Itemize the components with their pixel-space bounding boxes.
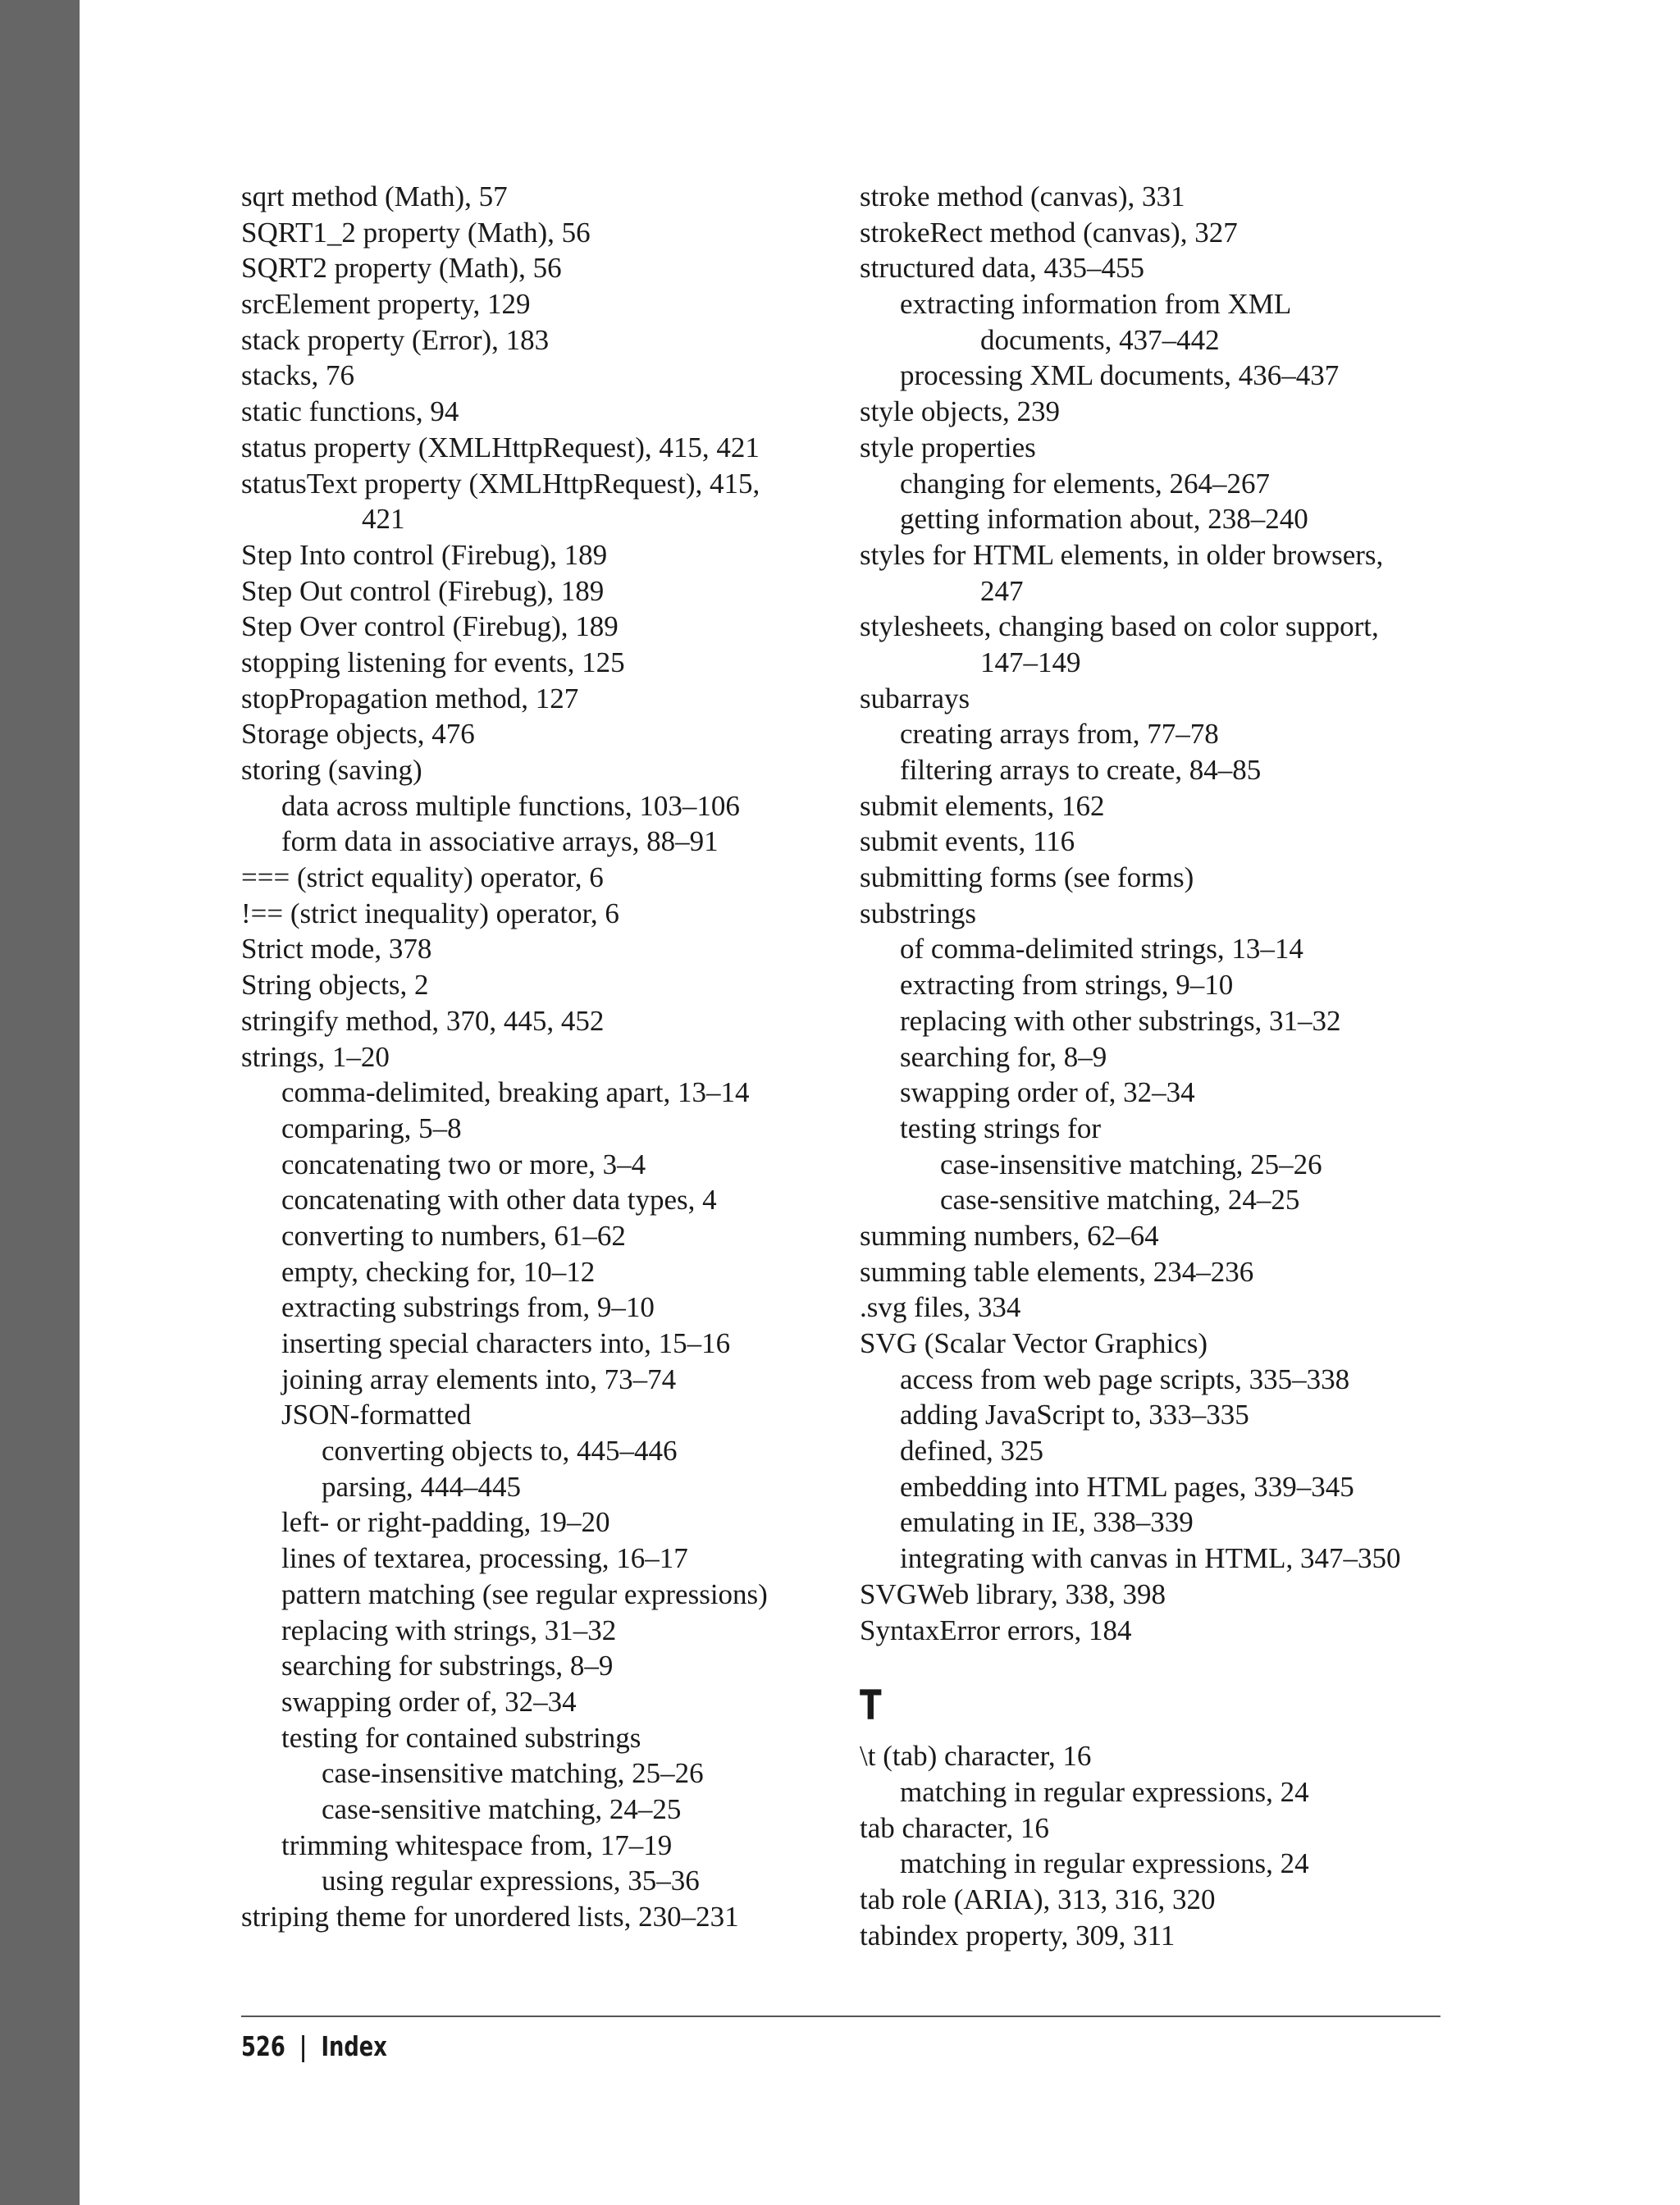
index-subentry: converting to numbers, 61–62: [281, 1219, 626, 1252]
index-subentry: inserting special characters into, 15–16: [281, 1327, 731, 1359]
index-entry: SQRT1_2 property (Math), 56: [241, 216, 591, 249]
index-entry: submitting forms (see forms): [860, 861, 1194, 894]
index-subentry: adding JavaScript to, 333–335: [900, 1399, 1249, 1431]
index-subentry: lines of textarea, processing, 16–17: [281, 1542, 688, 1575]
index-entry: !== (strict inequality) operator, 6: [241, 897, 619, 929]
index-entry: strokeRect method (canvas), 327: [860, 216, 1238, 249]
index-entries-t: [860, 1738, 1450, 1953]
index-subentry: joining array elements into, 73–74: [281, 1363, 677, 1395]
index-subentry: converting objects to, 445–446: [322, 1435, 678, 1468]
index-entry: Step Over control (Firebug), 189: [241, 610, 619, 643]
index-subentry: creating arrays from, 77–78: [900, 718, 1219, 751]
index-subentry: comparing, 5–8: [281, 1112, 462, 1144]
index-entry: Step Into control (Firebug), 189: [241, 538, 608, 571]
footer-section-title: Index: [321, 2030, 387, 2062]
section-heading-t: T: [860, 1682, 882, 1730]
index-entry: .svg files, 334: [860, 1291, 1021, 1324]
index-entry: stylesheets, changing based on color support,: [860, 610, 1379, 643]
index-subentry: changing for elements, 264–267: [900, 467, 1271, 500]
index-entry-continuation: 421: [362, 503, 405, 536]
index-entry: status property (XMLHttpRequest), 415, 421: [241, 431, 760, 463]
index-entry-continuation: 247: [980, 574, 1024, 607]
index-subentry: emulating in IE, 338–339: [900, 1506, 1194, 1539]
index-entry: === (strict equality) operator, 6: [241, 861, 604, 894]
index-entry: stack property (Error), 183: [241, 323, 550, 356]
index-subentry: filtering arrays to create, 84–85: [900, 754, 1262, 786]
index-entry: sqrt method (Math), 57: [241, 180, 508, 212]
index-subentry: replacing with other substrings, 31–32: [900, 1004, 1341, 1037]
index-column-left: [241, 179, 832, 1935]
index-subentry: left- or right-padding, 19–20: [281, 1506, 610, 1539]
index-entry: summing numbers, 62–64: [860, 1219, 1159, 1252]
index-subentry: case-sensitive matching, 24–25: [940, 1184, 1300, 1217]
index-subentry: data across multiple functions, 103–106: [281, 789, 740, 822]
index-subentry: using regular expressions, 35–36: [322, 1865, 700, 1897]
index-subentry: of comma-delimited strings, 13–14: [900, 933, 1303, 966]
index-subentry: case-sensitive matching, 24–25: [322, 1792, 682, 1825]
index-entry: style objects, 239: [860, 395, 1060, 428]
index-column-right: [860, 179, 1450, 1953]
index-entry: stringify method, 370, 445, 452: [241, 1004, 605, 1037]
page-edge-bar: [0, 0, 80, 2205]
index-entry: subarrays: [860, 682, 970, 714]
index-entry: style properties: [860, 431, 1036, 463]
section-gap: [860, 1648, 1450, 1681]
index-entry: srcElement property, 129: [241, 288, 531, 321]
index-subentry: swapping order of, 32–34: [281, 1685, 577, 1718]
index-subentry: replacing with strings, 31–32: [281, 1614, 617, 1646]
index-subentry: extracting substrings from, 9–10: [281, 1291, 655, 1324]
index-entry: \t (tab) character, 16: [860, 1740, 1092, 1773]
index-entry-continuation: documents, 437–442: [980, 323, 1220, 356]
index-subentry: comma-delimited, breaking apart, 13–14: [281, 1076, 750, 1109]
page-number: 526: [241, 2030, 285, 2062]
index-subentry: integrating with canvas in HTML, 347–350: [900, 1542, 1401, 1575]
index-entry: stacks, 76: [241, 359, 355, 392]
index-subentry: trimming whitespace from, 17–19: [281, 1828, 673, 1861]
index-subentry: form data in associative arrays, 88–91: [281, 825, 719, 858]
index-subentry: empty, checking for, 10–12: [281, 1255, 596, 1288]
index-subentry: concatenating two or more, 3–4: [281, 1148, 646, 1180]
index-entry: SVG (Scalar Vector Graphics): [860, 1327, 1208, 1359]
index-subentry: searching for substrings, 8–9: [281, 1650, 614, 1682]
index-entry: storing (saving): [241, 754, 422, 786]
index-entries-s: [860, 179, 1450, 1648]
index-entry: Step Out control (Firebug), 189: [241, 574, 605, 607]
index-subentry: extracting information from XML: [900, 288, 1292, 321]
index-subentry: matching in regular expressions, 24: [900, 1847, 1309, 1880]
index-subentry: case-insensitive matching, 25–26: [940, 1148, 1322, 1180]
index-subentry: embedding into HTML pages, 339–345: [900, 1470, 1354, 1503]
index-subentry: defined, 325: [900, 1435, 1043, 1468]
footer-separator: |: [299, 2030, 308, 2062]
index-subentry: processing XML documents, 436–437: [900, 359, 1340, 392]
index-entry: static functions, 94: [241, 395, 459, 428]
page-footer: [241, 2026, 387, 2067]
index-subentry: JSON-formatted: [281, 1399, 472, 1431]
index-entry: tab role (ARIA), 313, 316, 320: [860, 1883, 1216, 1915]
index-entry: submit elements, 162: [860, 789, 1105, 822]
index-entry: striping theme for unordered lists, 230–231: [241, 1901, 739, 1933]
index-entry: stroke method (canvas), 331: [860, 180, 1185, 212]
footer-rule: [241, 2016, 1440, 2017]
index-entry: String objects, 2: [241, 969, 429, 1002]
index-entry: SQRT2 property (Math), 56: [241, 252, 562, 285]
index-subentry: searching for, 8–9: [900, 1040, 1107, 1073]
index-entry: statusText property (XMLHttpRequest), 415,: [241, 467, 760, 500]
index-subentry: swapping order of, 32–34: [900, 1076, 1195, 1109]
index-subentry: access from web page scripts, 335–338: [900, 1363, 1350, 1395]
index-entry: summing table elements, 234–236: [860, 1255, 1254, 1288]
index-subentry: testing strings for: [900, 1112, 1101, 1144]
index-subentry: parsing, 444–445: [322, 1470, 522, 1503]
index-entry: styles for HTML elements, in older browsers,: [860, 538, 1384, 571]
index-entry: SVGWeb library, 338, 398: [860, 1577, 1166, 1610]
index-entry: strings, 1–20: [241, 1040, 390, 1073]
index-entry: tabindex property, 309, 311: [860, 1919, 1176, 1952]
index-entry-continuation: 147–149: [980, 646, 1081, 678]
index-subentry: pattern matching (see regular expressions): [281, 1577, 768, 1610]
index-entry: tab character, 16: [860, 1811, 1049, 1844]
index-subentry: concatenating with other data types, 4: [281, 1184, 717, 1217]
index-entry: Strict mode, 378: [241, 933, 432, 966]
index-subentry: getting information about, 238–240: [900, 503, 1308, 536]
index-entry: stopPropagation method, 127: [241, 682, 579, 714]
index-entry: Storage objects, 476: [241, 718, 475, 751]
index-subentry: matching in regular expressions, 24: [900, 1775, 1309, 1808]
index-entry: substrings: [860, 897, 976, 929]
index-entry: structured data, 435–455: [860, 252, 1144, 285]
index-entry: submit events, 116: [860, 825, 1075, 858]
index-subentry: case-insensitive matching, 25–26: [322, 1757, 704, 1790]
index-entry: stopping listening for events, 125: [241, 646, 625, 678]
index-subentry: extracting from strings, 9–10: [900, 969, 1234, 1002]
index-subentry: testing for contained substrings: [281, 1721, 641, 1754]
index-entry: SyntaxError errors, 184: [860, 1614, 1132, 1646]
